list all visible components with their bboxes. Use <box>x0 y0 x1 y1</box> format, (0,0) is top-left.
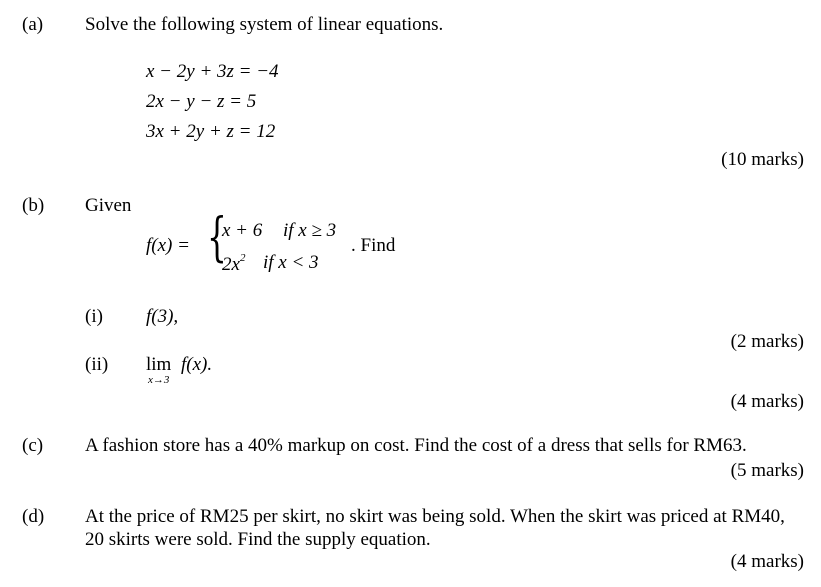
part-b-label: (b) <box>22 195 45 216</box>
subpart-i-expression: f(3), <box>146 306 179 327</box>
limit-operator: lim <box>146 354 172 375</box>
part-b-given: Given <box>85 195 132 216</box>
subpart-ii-expression: f(x). <box>181 354 213 375</box>
part-c-label: (c) <box>22 435 44 456</box>
part-c-marks: (5 marks) <box>730 460 804 481</box>
case-1-expression: x + 6 <box>222 220 263 241</box>
part-c-question: A fashion store has a 40% markup on cost. Find the cost of a dress that sells for RM63. <box>85 435 747 456</box>
equation-1: x − 2y + 3z = −4 <box>146 61 279 82</box>
piecewise-brace: { <box>207 208 227 268</box>
subpart-ii-marks: (4 marks) <box>730 391 804 412</box>
subpart-i-label: (i) <box>85 306 103 327</box>
part-a-label: (a) <box>22 14 44 35</box>
case-2-condition: if x < 3 <box>263 252 319 273</box>
subpart-ii-label: (ii) <box>85 354 109 375</box>
limit-subscript: x→3 <box>148 374 170 386</box>
find-text: . Find <box>351 235 396 256</box>
subpart-i-marks: (2 marks) <box>730 331 804 352</box>
part-d-line-2: 20 skirts were sold. Find the supply equation. <box>85 529 431 550</box>
case-1-condition: if x ≥ 3 <box>283 220 337 241</box>
part-d-label: (d) <box>22 506 45 527</box>
equation-2: 2x − y − z = 5 <box>146 91 257 112</box>
equation-3: 3x + 2y + z = 12 <box>146 121 276 142</box>
part-a-question: Solve the following system of linear equations. <box>85 14 444 35</box>
case-2-expression <box>222 253 245 274</box>
case-2-base: 2x <box>222 254 240 275</box>
part-d-line-1: At the price of RM25 per skirt, no skirt was being sold. When the skirt was priced at RM40, <box>85 506 785 527</box>
part-a-marks: (10 marks) <box>721 149 804 170</box>
function-name: f(x) = <box>146 235 190 256</box>
part-d-marks: (4 marks) <box>730 551 804 572</box>
case-2-exponent: 2 <box>239 252 246 264</box>
